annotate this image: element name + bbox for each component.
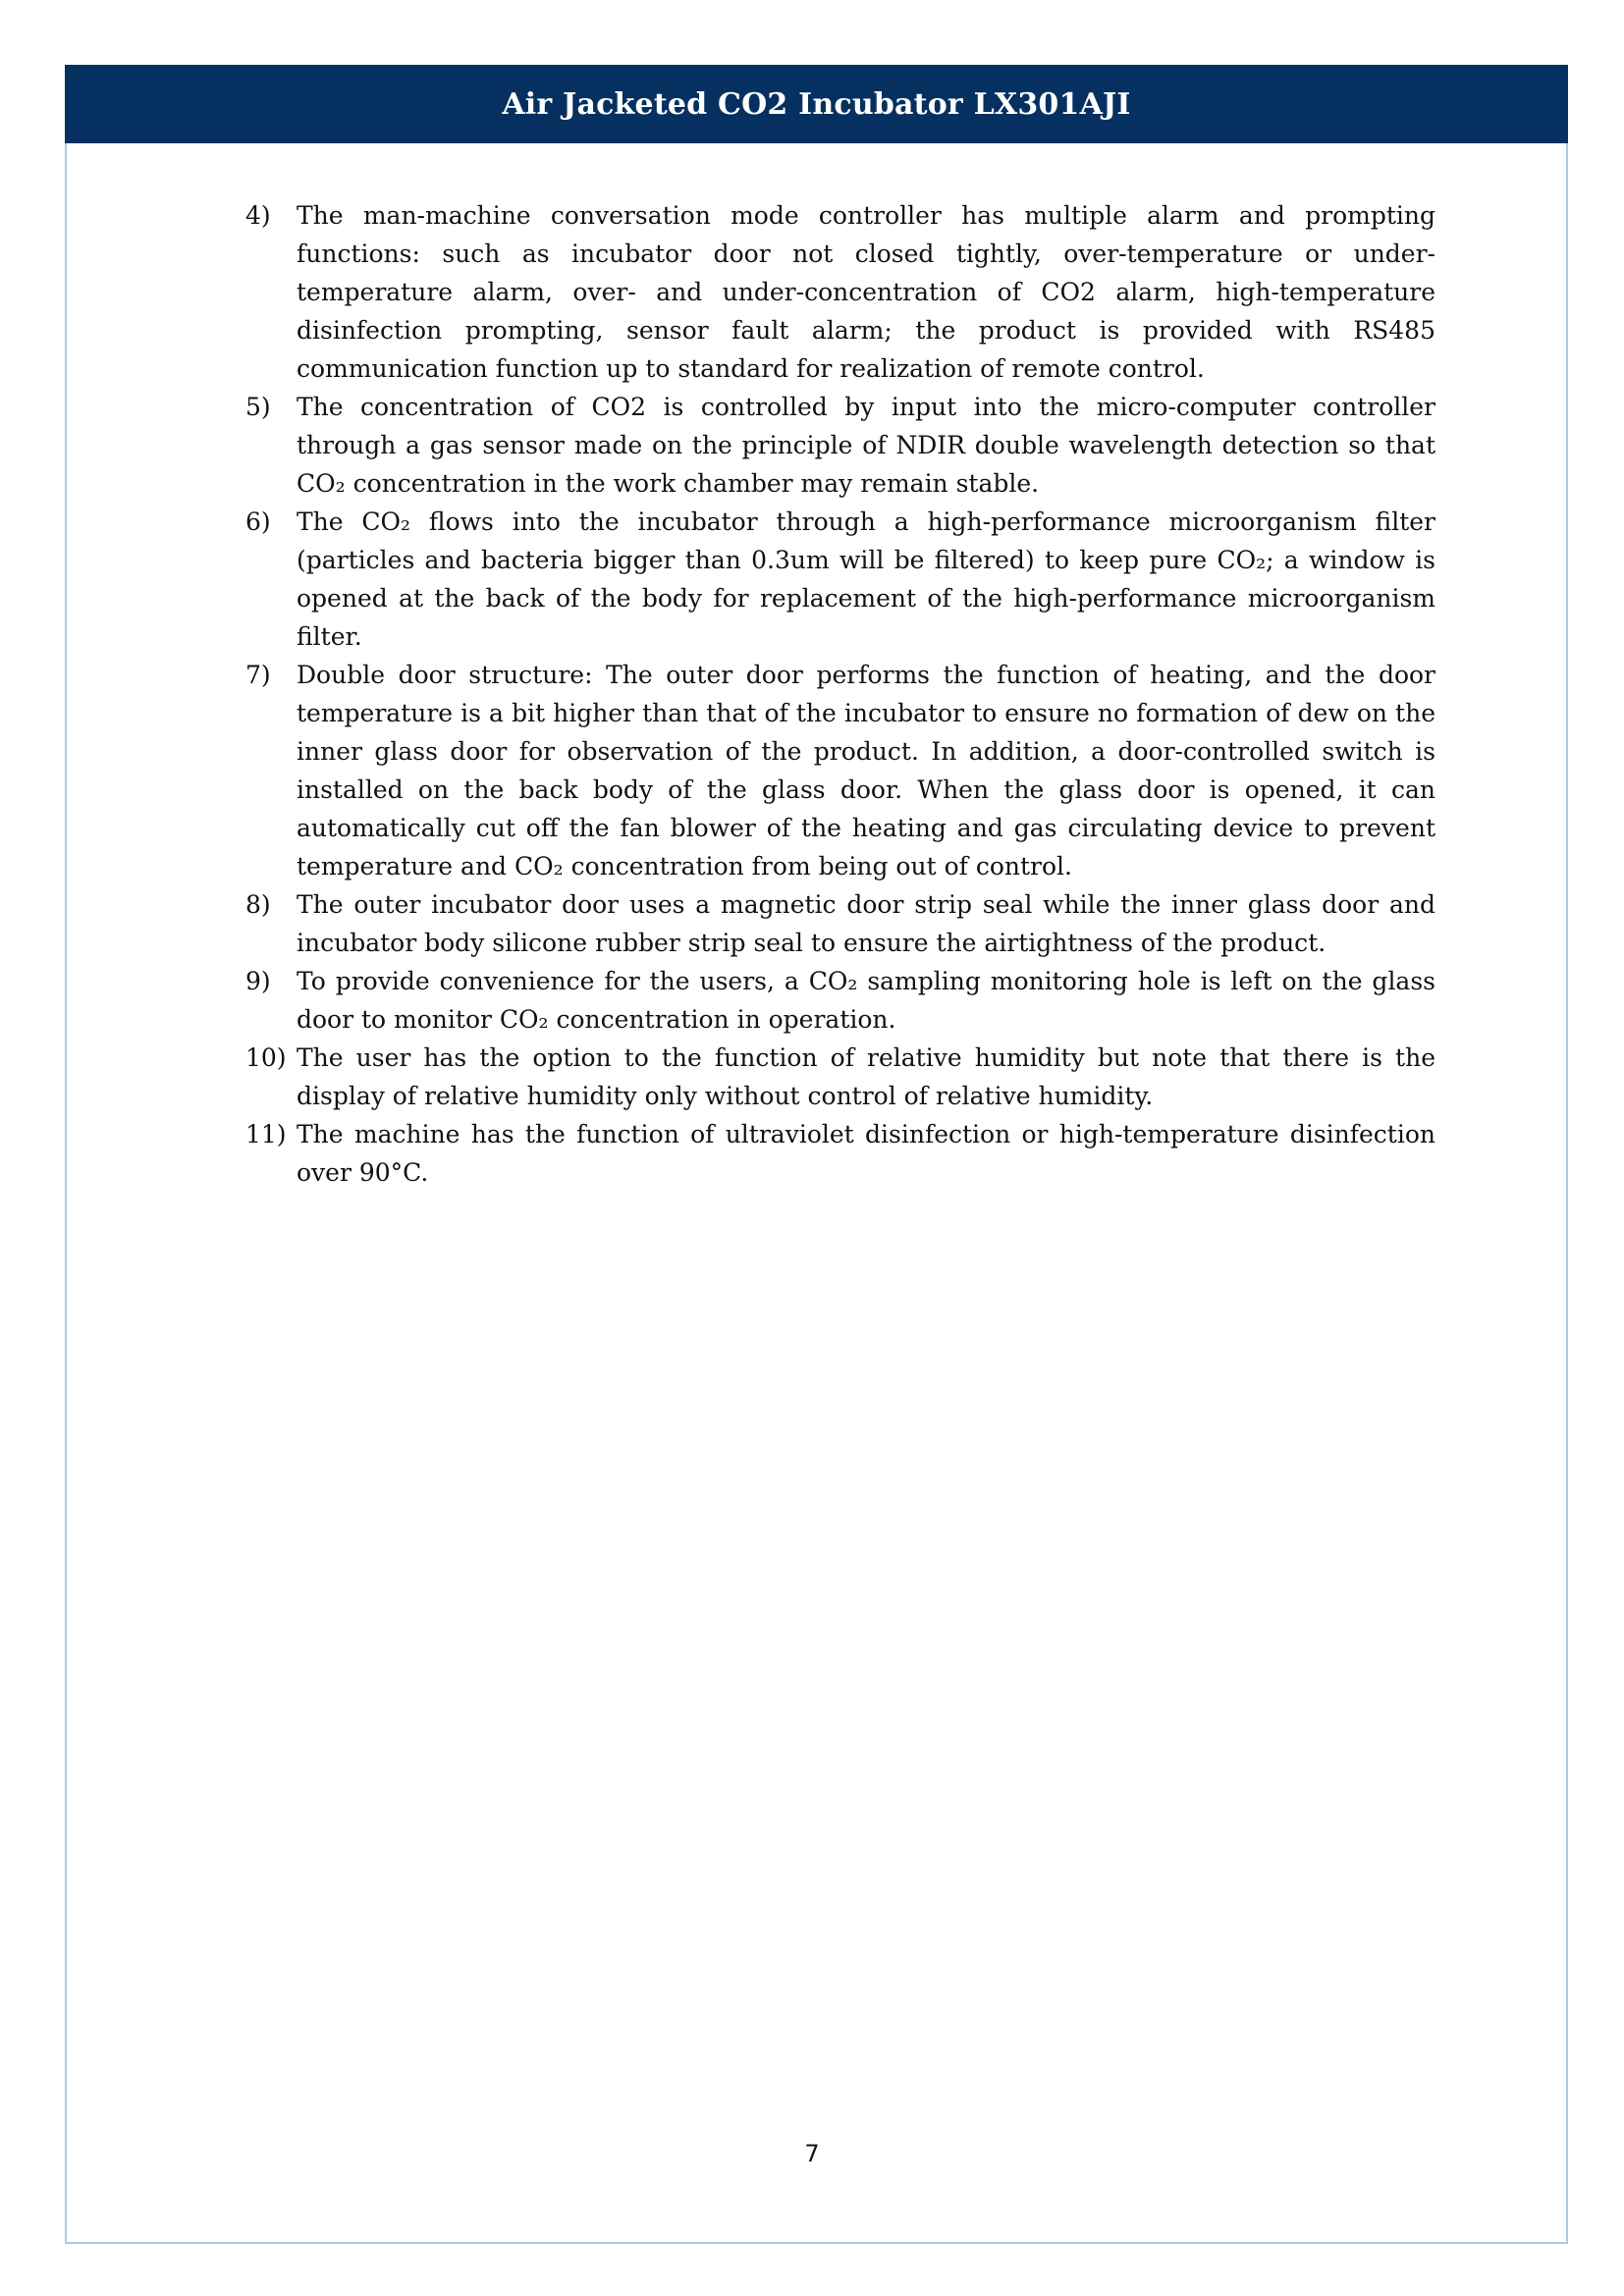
list-item bbox=[245, 656, 1435, 885]
list-item-number: 11) bbox=[245, 1120, 287, 1148]
document-title: Air Jacketed CO2 Incubator LX301AJI bbox=[502, 86, 1131, 122]
feature-list bbox=[245, 196, 1435, 1192]
list-item-number: 7) bbox=[245, 661, 271, 689]
list-item-text: The user has the option to the function of relative humidity but note that there is the display of relative humidity only without control of relative humidity. bbox=[297, 1043, 1435, 1110]
list-item-text: The concentration of CO2 is controlled by input into the micro-computer controller through a gas sensor made on the principle of NDIR double wavelength detection so that CO₂ concentration in the work chamber may remain stable. bbox=[297, 393, 1435, 498]
header-bar bbox=[65, 65, 1568, 143]
list-item-text: The CO₂ flows into the incubator through a high-performance microorganism filter (particles and bacteria bigger than 0.3um will be filtered) to keep pure CO₂; a window is opened at the back of the body for replacement of the high-performance microorganism filter. bbox=[297, 507, 1435, 651]
list-item-number: 9) bbox=[245, 967, 271, 995]
list-item bbox=[245, 885, 1435, 962]
list-item bbox=[245, 962, 1435, 1039]
list-item-number: 8) bbox=[245, 890, 271, 919]
list-item bbox=[245, 1115, 1435, 1192]
page-number: 7 bbox=[804, 2140, 820, 2167]
list-item bbox=[245, 388, 1435, 503]
list-item bbox=[245, 503, 1435, 656]
list-item-text: The man-machine conversation mode controller has multiple alarm and prompting functions: such as incubator door not closed tightly, over-temperature or under-temperature alarm, over- and under-concentration of CO2 alarm, high-temperature disinfection prompting, sensor fault alarm; the product is provided with RS485 communication function up to standard for realization of remote control. bbox=[297, 201, 1435, 383]
list-item-number: 5) bbox=[245, 393, 271, 421]
list-item bbox=[245, 196, 1435, 388]
list-item-text: The outer incubator door uses a magnetic door strip seal while the inner glass door and incubator body silicone rubber strip seal to ensure the airtightness of the product. bbox=[297, 890, 1435, 957]
list-item-text: To provide convenience for the users, a CO₂ sampling monitoring hole is left on the glass door to monitor CO₂ concentration in operation. bbox=[297, 967, 1435, 1034]
content-area bbox=[245, 196, 1435, 1192]
list-item-number: 4) bbox=[245, 201, 271, 230]
list-item-text: The machine has the function of ultraviolet disinfection or high-temperature disinfection over 90°C. bbox=[297, 1120, 1435, 1187]
list-item bbox=[245, 1039, 1435, 1115]
list-item-number: 6) bbox=[245, 507, 271, 536]
list-item-number: 10) bbox=[245, 1043, 287, 1072]
list-item-text: Double door structure: The outer door performs the function of heating, and the door temperature is a bit higher than that of the incubator to ensure no formation of dew on the inner glass door for observation of the product. In addition, a door-controlled switch is installed on the back body of the glass door. When the glass door is opened, it can automatically cut off the fan blower of the heating and gas circulating device to prevent temperature and CO₂ concentration from being out of control. bbox=[297, 661, 1435, 881]
